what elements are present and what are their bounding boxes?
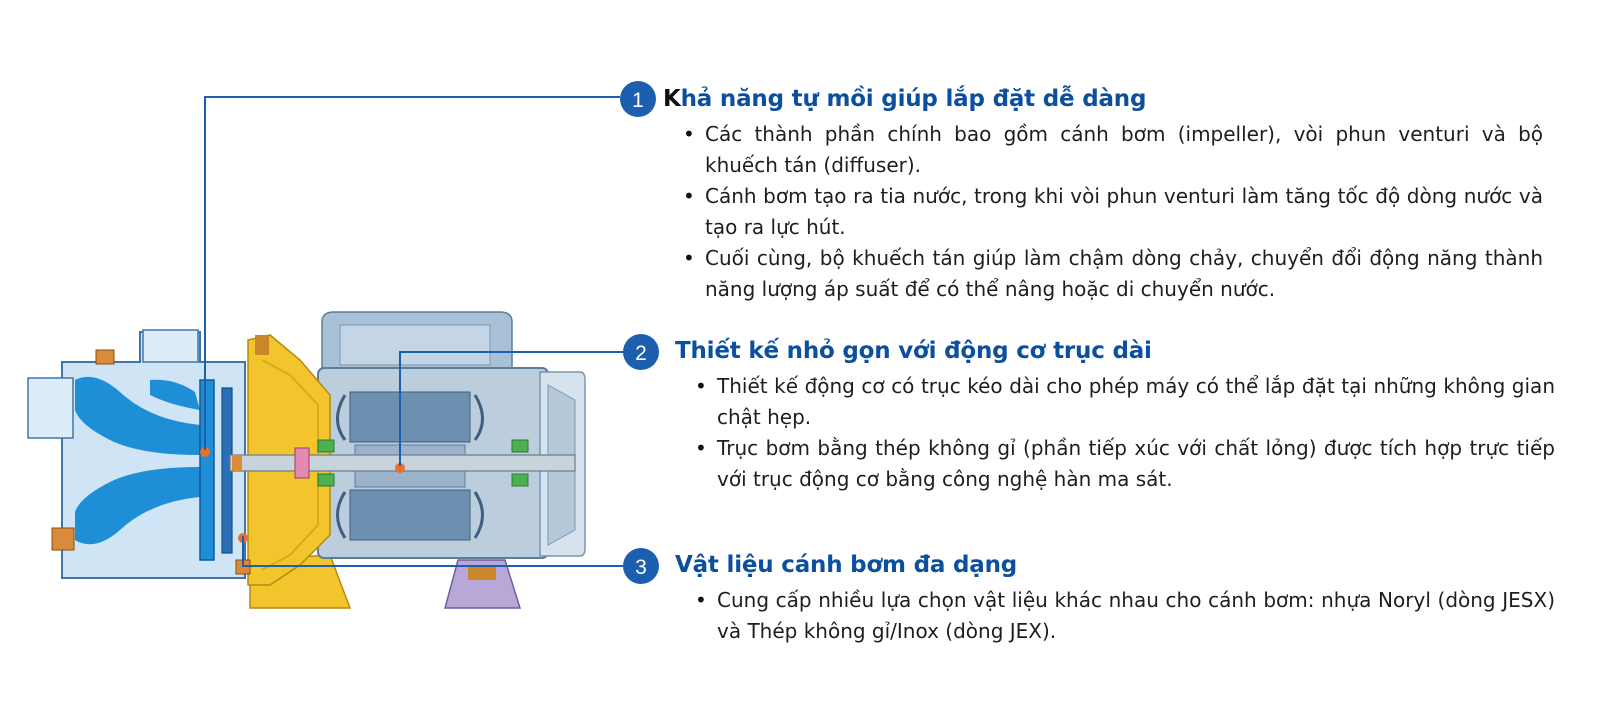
number-badge-1 bbox=[620, 81, 656, 117]
number-badge-3 bbox=[623, 548, 659, 584]
feature-1-title-rest: hả năng tự mồi giúp lắp đặt dễ dàng bbox=[680, 86, 1147, 112]
number-3-label: 3 bbox=[635, 556, 647, 579]
feature-3-bullets bbox=[695, 585, 1555, 647]
number-2-label: 2 bbox=[635, 342, 647, 365]
feature-1-bullet-2: • Cánh bơm tạo ra tia nước, trong khi vòi phun venturi làm tăng tốc độ dòng nước và tạo ra lực hút. bbox=[683, 181, 1543, 243]
feature-2-bullet-1: • Thiết kế động cơ có trục kéo dài cho phép máy có thể lắp đặt tại những không gian chật hẹp. bbox=[695, 371, 1555, 433]
pump-illustration bbox=[28, 312, 585, 608]
feature-1-bullet-3: • Cuối cùng, bộ khuếch tán giúp làm chậm dòng chảy, chuyển đổi động năng thành năng lượng áp suất để có thể nâng hoặc di chuyển nước. bbox=[683, 243, 1543, 305]
feature-2-bullet-2: • Trục bơm bằng thép không gỉ (phần tiếp xúc với chất lỏng) được tích hợp trực tiếp với trục động cơ bằng công nghệ hàn ma sát. bbox=[695, 433, 1555, 495]
feature-1-bullets bbox=[683, 119, 1543, 305]
number-1-label: 1 bbox=[632, 89, 644, 112]
feature-3-title: Vật liệu cánh bơm đa dạng bbox=[675, 552, 1018, 578]
feature-1-title-first-letter: K bbox=[663, 86, 681, 112]
feature-2-bullets bbox=[695, 371, 1555, 495]
bearing-rear bbox=[512, 440, 528, 452]
number-badge-2 bbox=[623, 334, 659, 370]
bearing-front bbox=[318, 440, 334, 452]
feature-1-bullet-1: • Các thành phần chính bao gồm cánh bơm (impeller), vòi phun venturi và bộ khuếch tán (diffuser). bbox=[683, 119, 1543, 181]
feature-1-title bbox=[663, 86, 1146, 112]
feature-3-bullet-1: • Cung cấp nhiều lựa chọn vật liệu khác nhau cho cánh bơm: nhựa Noryl (dòng JESX) và Thép không gỉ/Inox (dòng JEX). bbox=[695, 585, 1555, 647]
feature-2-title: Thiết kế nhỏ gọn với động cơ trục dài bbox=[675, 338, 1152, 364]
impeller bbox=[200, 380, 214, 560]
